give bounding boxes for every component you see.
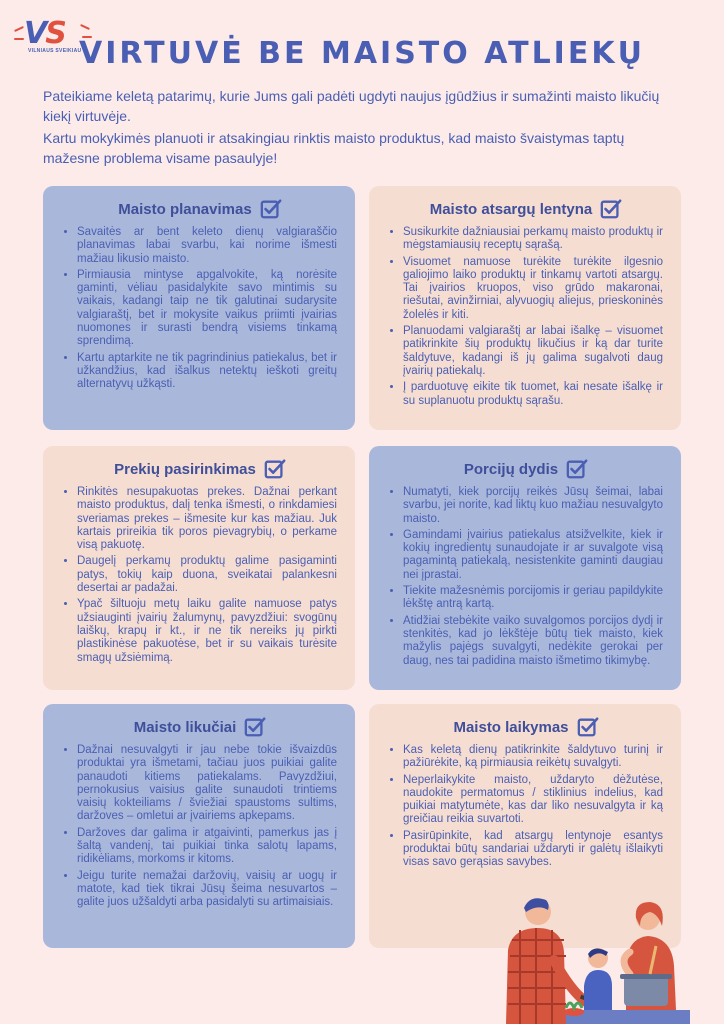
- list-item: • Dažnai nesuvalgyti ir jau nebe tokie išvaizdūs produktai yra išmetami, tačiau juos puikiai galite panaudoti kitiems patiekalams. Pavyzdžiui, pernokusius vaisius galite sunaudoti trintiems vaisių kokteiliams / šviežiai spaustoms sultims, daržoves – omletui ar įvairiems apkepams.: [77, 744, 337, 824]
- checkbox-icon: [244, 716, 266, 738]
- list-item: • Atidžiai stebėkite vaiko suvalgomos porcijos dydį ir stenkitės, kad jo lėkštėje būtų tiek maisto, kiek mažylis pajėgs suvalgyti, nedėkite gerokai per daug, nes tai padidina maisto išmetimo tikimybę.: [403, 615, 663, 668]
- tip-list: [63, 486, 337, 665]
- card-title: Maisto atsargų lentyna: [429, 200, 593, 218]
- checkbox-icon: [600, 198, 622, 220]
- tip-list: [63, 744, 337, 910]
- card-porciju-dydis: [369, 446, 681, 690]
- tip-list: [63, 226, 337, 392]
- card-prekiu-pasirinkimas: [43, 446, 355, 690]
- card-maisto-likuciai: [43, 704, 355, 948]
- card-maisto-atsargu-lentyna: [369, 186, 681, 430]
- list-item: • Į parduotuvę eikite tik tuomet, kai nesate išalkę ir su suplanuotu produktų sąrašu.: [403, 381, 663, 408]
- logo-mark: VS: [24, 16, 65, 51]
- intro-paragraph-1: Pateikiame keletą patarimų, kurie Jums gali padėti ugdyti naujus įgūdžius ir sumažinti maisto likučių kiekį virtuvėje.: [43, 88, 660, 124]
- list-item: • Ypač šiltuoju metų laiku galite namuose patys užsiauginti įvairių žalumynų, pavyzdžiui: svogūnų laiškų, krapų ir kt., ir ne tik nereiks jų pirkti plastikinėse pakuotėse, bet ir su vaikais turėsite smagų užsiėmimą.: [77, 598, 337, 664]
- card-title: Porcijų dydis: [463, 460, 559, 478]
- family-cooking-icon: [490, 890, 690, 1024]
- card-title: Maisto likučiai: [133, 718, 237, 736]
- list-item: • Numatyti, kiek porcijų reikės Jūsų šeimai, labai svarbu, jei norite, kad liktų kuo mažiau nesuvalgyto maisto.: [403, 486, 663, 526]
- card-maisto-planavimas: [43, 186, 355, 430]
- card-title: Prekių pasirinkimas: [114, 460, 256, 478]
- list-item: • Tiekite mažesnėmis porcijomis ir geriau papildykite lėkštę antrą kartą.: [403, 585, 663, 612]
- page-title: VIRTUVĖ BE MAISTO ATLIEKŲ: [79, 36, 645, 71]
- logo-ray: [14, 26, 24, 32]
- list-item: • Daugelį perkamų produktų galime pasigaminti patys, tokių kaip duona, sveikatai palankesni desertai ar padažai.: [77, 555, 337, 595]
- list-item: • Gamindami įvairius patiekalus atsižvelkite, kiek ir kokių ingredientų sunaudojate ir ar suvalgote visą pagamintą patiekalą, nesistenkite gaminti daugiau nei įprastai.: [403, 529, 663, 582]
- list-item: • Daržoves dar galima ir atgaivinti, pamerkus jas į šaltą vandenį, tai puikiai tinka salotų lapams, ridikėliams, morkoms ir kitoms.: [77, 827, 337, 867]
- list-item: • Planuodami valgiaraštį ar labai išalkę – visuomet patikrinkite šių produktų likučius ir ką dar turite šaldytuve, kadangi iš jų galima sugalvoti daug įvairių patiekalų.: [403, 325, 663, 378]
- list-item: • Rinkitės nesupakuotas prekes. Dažnai perkant maisto produktus, dalį tenka išmesti, o rinkdamiesi sveriamas prekes – išmesite kur kas mažiau. Juk kartais prireikia tik poros pievagrybių, o perkame visą pakuotę.: [77, 486, 337, 552]
- list-item: • Neperlaikykite maisto, uždaryto dėžutėse, naudokite permatomus / stiklinius indelius, kad puikiai matytumėte, kas dar liko nesuvalgyta ir ką greičiau reikia suvartoti.: [403, 774, 663, 827]
- list-item: • Savaitės ar bent keleto dienų valgiaraščio planavimas labai svarbu, kai norime išmesti mažiau likusio maisto.: [77, 226, 337, 266]
- list-item: • Pirmiausia mintyse apgalvokite, ką norėsite gaminti, vėliau pasidalykite savo mintimis su vaikais, kadangi taip ne tik galutinai sudarysite valgiaraštį, bet ir mokysite vaikus priimti įvairias nuomones ir surasti bendrą visiems tinkamą sprendimą.: [77, 269, 337, 349]
- list-item: • Jeigu turite nemažai daržovių, vaisių ar uogų ir matote, kad tiek tikrai Jūsų šeima nesuvartos – galite juos užšaldyti arba pasidalyti su artimaisiais.: [77, 870, 337, 910]
- card-title: Maisto planavimas: [118, 200, 252, 218]
- checkbox-icon: [577, 716, 599, 738]
- checkbox-icon: [566, 458, 588, 480]
- checkbox-icon: [264, 458, 286, 480]
- list-item: • Kas keletą dienų patikrinkite šaldytuvo turinį ir pažiūrėkite, ką pirmiausia reikėtų suvalgyti.: [403, 744, 663, 771]
- checkbox-icon: [260, 198, 282, 220]
- list-item: • Visuomet namuose turėkite turėkite ilgesnio galiojimo laiko produktų ir tinkamų vartoti atsargų. Tai įvairios kruopos, viso grūdo makaronai, riešutai, avinžirniai, alyvuogių aliejus, prieskoninės žolelės ir kiti.: [403, 256, 663, 322]
- list-item: • Kartu aptarkite ne tik pagrindinius patiekalus, bet ir užkandžius, kad išalkus netektų ieškoti greitų alternatyvų užkąsti.: [77, 352, 337, 392]
- logo-subtitle: VILNIAUS SVEIKIAU: [28, 48, 82, 54]
- logo-ray: [80, 24, 90, 30]
- intro-paragraph-2: Kartu mokykimės planuoti ir atsakingiau rinktis maisto produktus, kad maisto švaistymas taptų mažesne problema visame pasaulyje!: [43, 130, 625, 166]
- card-title: Maisto laikymas: [453, 718, 569, 736]
- tip-list: [389, 226, 663, 408]
- tip-list: [389, 486, 663, 668]
- list-item: • Pasirūpinkite, kad atsargų lentynoje esantys produktai būtų sandariai uždaryti ir galėtų išlaikyti visas savo gerąsias savybes.: [403, 830, 663, 870]
- tip-list: [389, 744, 663, 870]
- list-item: • Susikurkite dažniausiai perkamų maisto produktų ir mėgstamiausių receptų sąrašą.: [403, 226, 663, 253]
